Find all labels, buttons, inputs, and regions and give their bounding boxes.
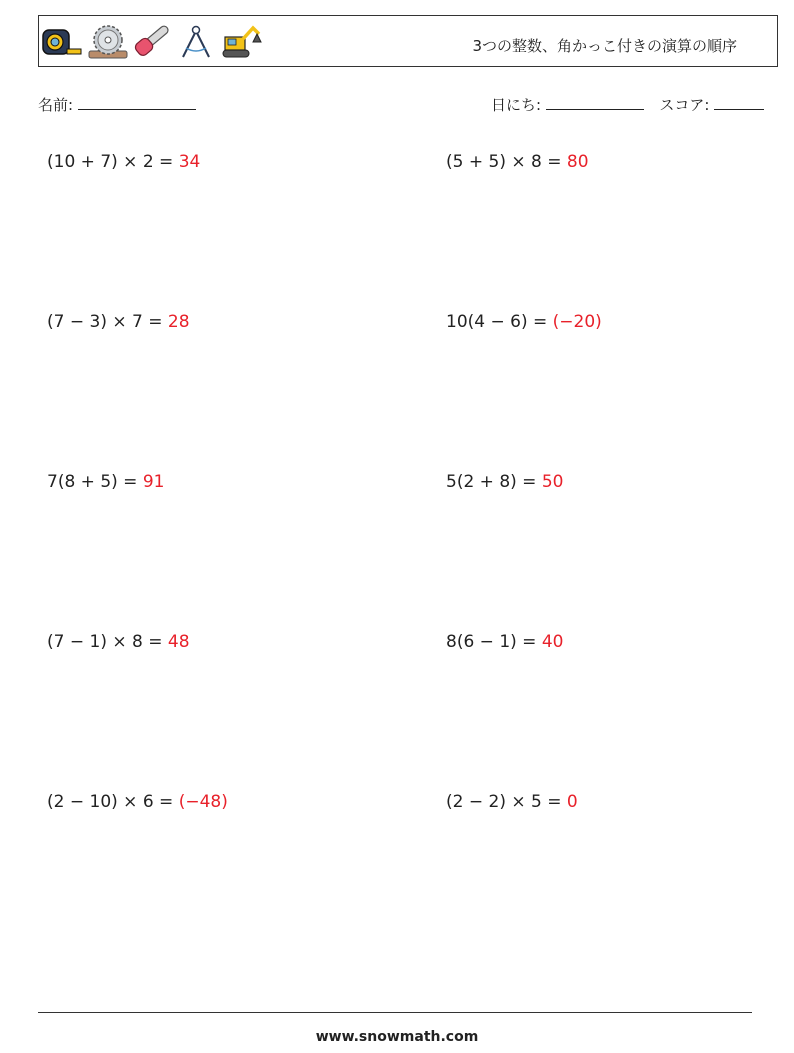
problem-expression: 7(8 + 5) = [47, 472, 143, 492]
problem-expression: (7 − 1) × 8 = [47, 632, 168, 652]
worksheet-title: 3つの整数、角かっこ付きの演算の順序 [472, 37, 737, 55]
date-blank[interactable] [546, 95, 644, 110]
problem-6 [446, 472, 563, 492]
score-label: スコア: [659, 96, 710, 114]
problem-answer: 50 [541, 472, 564, 492]
problem-answer: 40 [541, 632, 564, 652]
header-icons [41, 23, 263, 61]
date-score-fields [491, 94, 764, 115]
name-label: 名前: [38, 96, 74, 114]
problem-expression: (2 − 10) × 6 = [47, 792, 179, 812]
problem-expression: (2 − 2) × 5 = [446, 792, 567, 812]
name-field [38, 94, 196, 115]
problem-answer: (−48) [178, 792, 228, 812]
problem-answer: 28 [167, 312, 190, 332]
problem-1 [47, 152, 200, 172]
date-label: 日にち: [491, 96, 542, 114]
problem-2 [446, 152, 589, 172]
tape-measure-icon [41, 27, 83, 57]
saw-blade-icon [87, 24, 129, 60]
problem-expression: (7 − 3) × 7 = [47, 312, 168, 332]
footer-divider [38, 1012, 752, 1013]
problem-8 [446, 632, 563, 652]
problem-10 [446, 792, 578, 812]
problem-9 [47, 792, 228, 812]
compass-icon [177, 24, 215, 60]
problem-expression: 5(2 + 8) = [446, 472, 542, 492]
problem-5 [47, 472, 164, 492]
problem-expression: (5 + 5) × 8 = [446, 152, 567, 172]
excavator-icon [219, 24, 263, 60]
problem-expression: 10(4 − 6) = [446, 312, 553, 332]
problem-expression: 8(6 − 1) = [446, 632, 542, 652]
problem-3 [47, 312, 190, 332]
footer-site-link[interactable]: www.snowmath.com [315, 1029, 479, 1045]
score-blank[interactable] [714, 95, 764, 110]
problem-answer: 48 [167, 632, 190, 652]
problem-4 [446, 312, 602, 332]
problem-answer: 91 [142, 472, 165, 492]
problem-answer: 0 [566, 792, 578, 812]
name-blank[interactable] [78, 95, 196, 110]
chainsaw-icon [133, 24, 173, 60]
problem-7 [47, 632, 190, 652]
problem-answer: 34 [178, 152, 201, 172]
problem-answer: (−20) [552, 312, 602, 332]
problem-answer: 80 [566, 152, 589, 172]
worksheet-header [38, 15, 778, 67]
problem-expression: (10 + 7) × 2 = [47, 152, 179, 172]
